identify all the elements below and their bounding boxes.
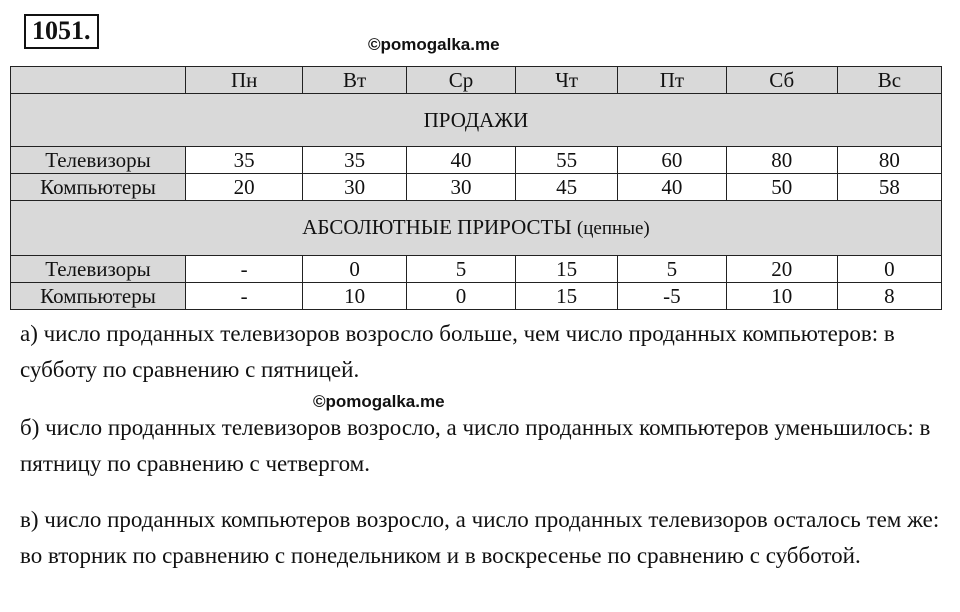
row-label: Компьютеры <box>11 283 186 310</box>
table-cell: 30 <box>406 174 515 201</box>
day-header: Вс <box>837 67 941 94</box>
task-number: 1051. <box>24 14 99 49</box>
table-cell: 45 <box>516 174 618 201</box>
section-title-growth <box>11 201 942 256</box>
table-cell: 15 <box>516 283 618 310</box>
table-cell: 20 <box>726 256 837 283</box>
table-cell: 55 <box>516 147 618 174</box>
table-cell: 8 <box>837 283 941 310</box>
table-cell: 0 <box>406 283 515 310</box>
section-row-growth <box>11 201 942 256</box>
table-cell: - <box>186 283 303 310</box>
table-row <box>11 147 942 174</box>
answer-b: б) число проданных телевизоров возросло, а число проданных компьютеров уменьшилось: в пятницу по сравнению с четвергом. <box>20 415 931 476</box>
table-cell: 40 <box>406 147 515 174</box>
table-row <box>11 174 942 201</box>
table-cell: 80 <box>726 147 837 174</box>
table-cell: 20 <box>186 174 303 201</box>
watermark-middle: ©pomogalka.me <box>313 392 445 411</box>
table-cell: 10 <box>303 283 407 310</box>
day-header: Сб <box>726 67 837 94</box>
row-label: Телевизоры <box>11 256 186 283</box>
table-cell: 60 <box>618 147 727 174</box>
table-header-row <box>11 67 942 94</box>
table-cell: -5 <box>618 283 727 310</box>
row-label: Телевизоры <box>11 147 186 174</box>
table-cell: 15 <box>516 256 618 283</box>
table-row <box>11 256 942 283</box>
day-header: Пн <box>186 67 303 94</box>
table-cell: 35 <box>186 147 303 174</box>
row-label: Компьютеры <box>11 174 186 201</box>
table-cell: 5 <box>406 256 515 283</box>
table-cell: 5 <box>618 256 727 283</box>
table-cell: 80 <box>837 147 941 174</box>
table-cell: 10 <box>726 283 837 310</box>
table-cell: 35 <box>303 147 407 174</box>
table-cell: 30 <box>303 174 407 201</box>
table-cell: 0 <box>837 256 941 283</box>
table-cell: 50 <box>726 174 837 201</box>
day-header: Чт <box>516 67 618 94</box>
table-cell: - <box>186 256 303 283</box>
watermark-top: ©pomogalka.me <box>368 35 500 54</box>
section-title-sales: ПРОДАЖИ <box>11 94 942 147</box>
table-row <box>11 283 942 310</box>
answer-a: а) число проданных телевизоров возросло больше, чем число проданных компьютеров: в субботу по сравнению с пятницей. <box>20 321 895 382</box>
answer-c: в) число проданных компьютеров возросло, а число проданных телевизоров осталось тем же: во вторник по сравнению с понедельником и в воскресенье по сравнению с субботой. <box>20 507 940 568</box>
growth-note: (цепные) <box>576 218 650 239</box>
sales-table <box>10 66 942 310</box>
day-header: Ср <box>406 67 515 94</box>
table-cell: 40 <box>618 174 727 201</box>
day-header: Пт <box>618 67 727 94</box>
table-cell: 0 <box>303 256 407 283</box>
day-header: Вт <box>303 67 407 94</box>
corner-cell <box>11 67 186 94</box>
section-row-sales <box>11 94 942 147</box>
growth-title: АБСОЛЮТНЫЕ ПРИРОСТЫ <box>302 215 572 239</box>
table-cell: 58 <box>837 174 941 201</box>
